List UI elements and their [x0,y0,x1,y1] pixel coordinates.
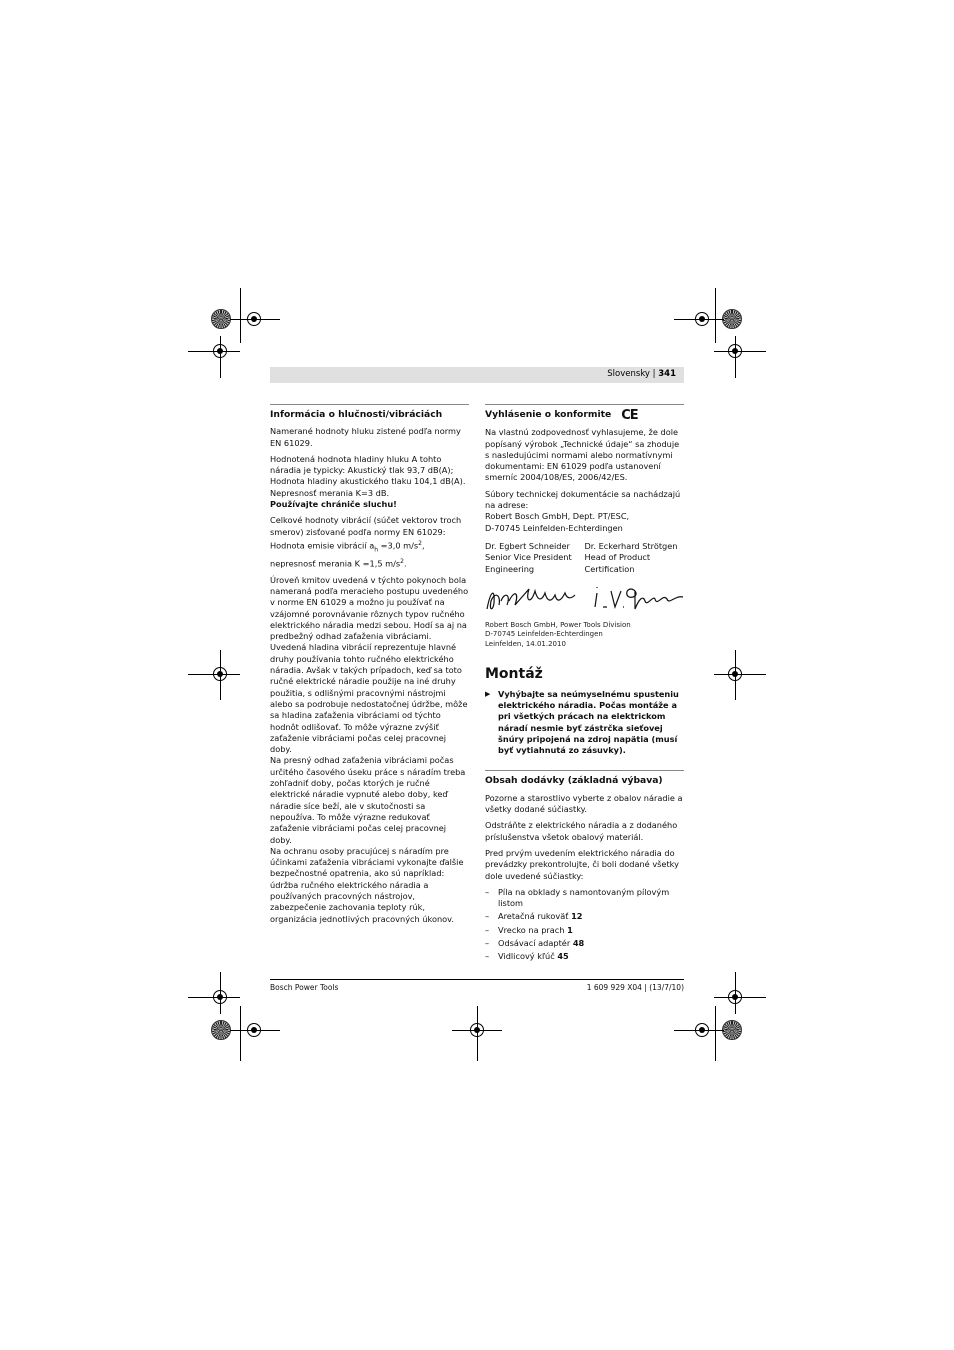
hearing-protection-warning: Používajte chrániče sluchu! [270,499,397,510]
footer-doc-number: 1 609 929 X04 | (13/7/10) [586,983,684,992]
noise-vibration-heading: Informácia o hlučnosti/vibráciách [270,404,469,420]
list-item: – Aretačná rukoväť 12 [485,911,684,922]
ce-mark-icon: CE [621,408,638,423]
registration-target-icon [213,667,227,681]
paragraph: Pozorne a starostlivo vyberte z obalov náradie a všetky dodané súčiastky. [485,792,683,815]
list-item: – Vrecko na prach 1 [485,925,684,936]
montaz-heading: Montáž [485,666,543,683]
contents-list [485,887,684,963]
vibration-values: Celkové hodnoty vibrácií (súčet vektorov troch smerov) zisťované podľa normy EN 61029: Hodnota emisie vibrácií $a_h =3,0$ $m/s^2$, nepresnosť merania K =1,5 $m/s^2$. [270,515,462,569]
page-header [270,367,684,383]
registration-target-icon [470,1023,484,1037]
signatories [485,541,684,575]
signature-image [485,581,685,617]
footer-brand: Bosch Power Tools [270,983,339,992]
paragraph: Na ochranu osoby pracujúcej s náradím pre účinkami zaťaženia vibráciami vykonajte ďalšie bezpečnostné opatrenia, ako sú napríklad: údržba ručného elektrického náradia a používaných pracovných nástrojov, zabezpečenie zachovania teploty rúk, organizácia jednotlivých pracovných úkonov. [270,845,464,924]
color-rosette-icon [211,309,231,329]
registration-target-icon [728,344,742,358]
paragraph: Pred prvým uvedením elektrického náradia do prevádzky prekontrolujte, či boli dodané všetky dole uvedené súčiastky: [485,847,679,881]
list-item: – Píla na obklady s namontovaným pílovým listom [485,887,684,910]
left-column [270,404,469,930]
color-rosette-icon [722,309,742,329]
paragraph: Uvedená hladina vibrácií reprezentuje hlavné druhy používania tohto ručného elektrického náradia. Avšak v takých prípadoch, keď sa toto ručné elektrické náradie použije na iné druhy použitia, s odlišnými pracovnými nástrojmi alebo sa podrobuje nedostatočnej údržbe, môže sa hladina zaťaženia vibráciami od týchto hodnôt odlišovať. To môže výrazne zvýšiť zaťaženie vibráciami počas celej pracovnej doby. [270,642,468,755]
header-language-page: Slovensky | 341 [607,369,676,379]
signatory-2: Dr. Eckerhard Strötgen Head of Product Certification [584,540,678,574]
registration-target-icon [247,312,261,326]
registration-target-icon [728,667,742,681]
registration-target-icon [728,990,742,1004]
conformity-heading: Vyhlásenie o konformite CE [485,404,684,421]
header-language: Slovensky [607,369,650,379]
registration-target-icon [213,344,227,358]
color-rosette-icon [722,1020,742,1040]
contents-heading: Obsah dodávky (základná výbava) [485,770,684,786]
paragraph: Na presný odhad zaťaženia vibráciami počas určitého časového úseku práce s náradím treba zohľadniť doby, počas ktorých je ručné elektrické náradie vypnuté alebo doby, keď náradie síce beží, ale v skutočnosti sa nepoužíva. To môže výrazne redukovať zaťaženie vibráciami počas celej pracovnej doby. [270,755,466,845]
registration-target-icon [247,1023,261,1037]
paragraph: Úroveň kmitov uvedená v týchto pokynoch bola nameraná podľa meracieho postupu uvedeného v norme EN 61029 a možno ju používať na vzájomné porovnávanie rôznych typov ručného elektrického náradia medzi sebou. Hodí sa aj na predbežný odhad zaťaženia vibráciami. [270,574,469,642]
page-footer [270,979,684,992]
paragraph: Na vlastnú zodpovednosť vyhlasujeme, že dole popísaný výrobok „Technické údaje“ sa zhoduje s nasledujúcimi normami alebo normatívnymi dokumentami: EN 61029 podľa ustanovení smerníc 2004/108/ES, 2006/42/ES. [485,427,680,483]
paragraph: Odstráňte z elektrického náradia a z dodaného príslušenstva všetok obalový materiál. [485,820,678,842]
registration-target-icon [695,1023,709,1037]
right-column [485,404,684,965]
color-rosette-icon [211,1020,231,1040]
registration-target-icon [213,990,227,1004]
page-number: 341 [658,369,676,379]
paragraph: Súbory technickej dokumentácie sa nachádzajú na adrese: Robert Bosch GmbH, Dept. PT/ESC, D-70745 Leinfelden-Echterdingen [485,488,681,533]
registration-target-icon [695,312,709,326]
paragraph: Namerané hodnoty hluku zistené podľa normy EN 61029. [270,426,461,448]
list-item: – Vidlicový kľúč 45 [485,951,684,962]
list-item: – Odsávací adaptér 48 [485,938,684,949]
paragraph: Hodnotená hodnota hladiny hluku A tohto náradia je typicky: Akustický tlak 93,7 dB(A); Hodnota hladiny akustického tlaku 104,1 dB(A). Nepresnosť merania K=3 dB. [270,453,466,498]
safety-warning: ▶ Vyhýbajte sa neúmyselnému spusteniu elektrického náradia. Počas montáže a pri všetkých prácach na elektrickom náradí nesmie byť zástrčka sieťovej šnúry pripojená na zdroj napätia (musí byť vytiahnutá zo zásuvky). [485,689,684,757]
address-block: Robert Bosch GmbH, Power Tools Division D-70745 Leinfelden-Echterdingen Leinfelden, 14.01.2010 [485,620,631,648]
handwritten-signatures [485,581,684,617]
signatory-1: Dr. Egbert Schneider Senior Vice President Engineering [485,540,572,574]
